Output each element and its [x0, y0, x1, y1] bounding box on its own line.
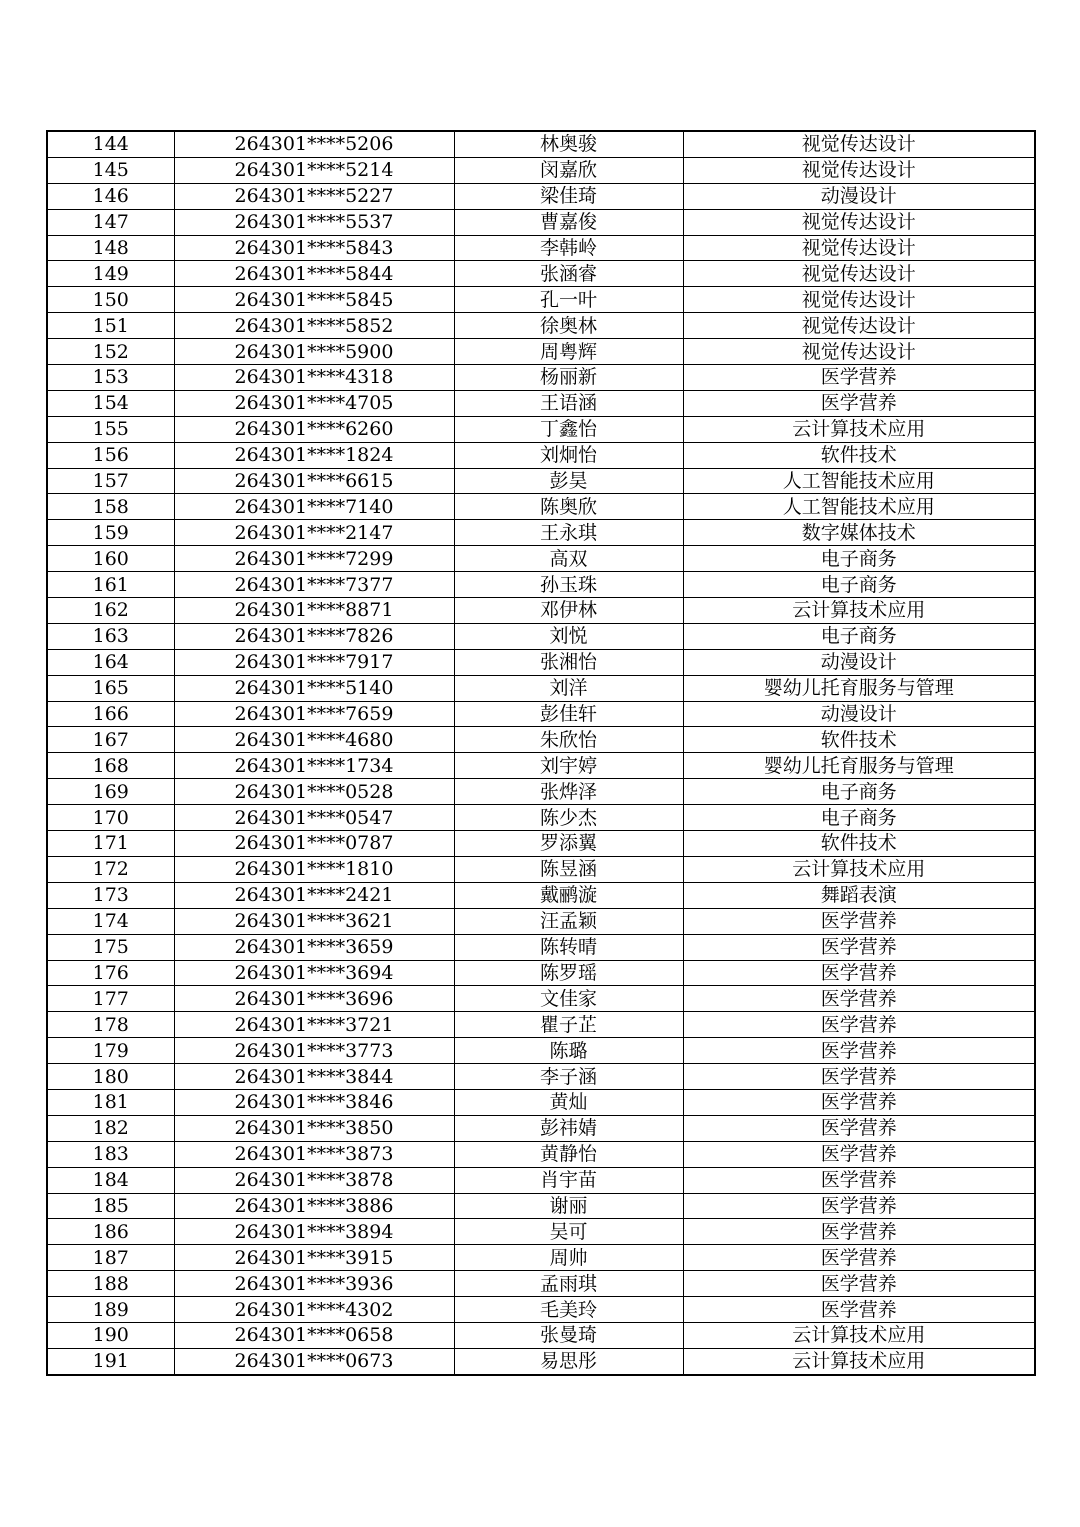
row-number-cell: 163 [47, 623, 174, 649]
student-name-cell: 林奥骏 [454, 131, 683, 157]
student-name-cell: 孙玉珠 [454, 572, 683, 598]
id-number-cell: 264301****3721 [174, 1012, 454, 1038]
major-cell: 医学营养 [683, 986, 1035, 1012]
table-row [47, 649, 1035, 675]
student-name-cell: 彭佳轩 [454, 701, 683, 727]
id-number-cell: 264301****1734 [174, 753, 454, 779]
id-number-cell: 264301****5227 [174, 183, 454, 209]
table-row [47, 908, 1035, 934]
row-number-cell: 171 [47, 831, 174, 857]
row-number-cell: 154 [47, 390, 174, 416]
id-number-cell: 264301****5214 [174, 157, 454, 183]
row-number-cell: 186 [47, 1219, 174, 1245]
table-row [47, 934, 1035, 960]
major-cell: 云计算技术应用 [683, 856, 1035, 882]
table-row [47, 494, 1035, 520]
id-number-cell: 264301****4318 [174, 365, 454, 391]
student-name-cell: 谢丽 [454, 1193, 683, 1219]
table-row [47, 805, 1035, 831]
table-row [47, 1348, 1035, 1374]
roster-table [46, 130, 1036, 1376]
major-cell: 电子商务 [683, 779, 1035, 805]
table-row [47, 1141, 1035, 1167]
id-number-cell: 264301****7659 [174, 701, 454, 727]
id-number-cell: 264301****3694 [174, 960, 454, 986]
student-name-cell: 汪孟颖 [454, 908, 683, 934]
row-number-cell: 172 [47, 856, 174, 882]
table-row [47, 209, 1035, 235]
id-number-cell: 264301****3846 [174, 1089, 454, 1115]
row-number-cell: 177 [47, 986, 174, 1012]
row-number-cell: 145 [47, 157, 174, 183]
table-row [47, 442, 1035, 468]
row-number-cell: 185 [47, 1193, 174, 1219]
student-name-cell: 闵嘉欣 [454, 157, 683, 183]
row-number-cell: 183 [47, 1141, 174, 1167]
id-number-cell: 264301****5852 [174, 313, 454, 339]
id-number-cell: 264301****4680 [174, 727, 454, 753]
row-number-cell: 182 [47, 1115, 174, 1141]
table-row [47, 960, 1035, 986]
student-name-cell: 陈奥欣 [454, 494, 683, 520]
id-number-cell: 264301****6260 [174, 416, 454, 442]
major-cell: 医学营养 [683, 1297, 1035, 1323]
major-cell: 电子商务 [683, 572, 1035, 598]
id-number-cell: 264301****3621 [174, 908, 454, 934]
row-number-cell: 180 [47, 1064, 174, 1090]
table-row [47, 1089, 1035, 1115]
student-name-cell: 周帅 [454, 1245, 683, 1271]
major-cell: 医学营养 [683, 365, 1035, 391]
table-row [47, 779, 1035, 805]
id-number-cell: 264301****3844 [174, 1064, 454, 1090]
student-name-cell: 梁佳琦 [454, 183, 683, 209]
row-number-cell: 173 [47, 882, 174, 908]
student-name-cell: 孔一叶 [454, 287, 683, 313]
table-row [47, 313, 1035, 339]
id-number-cell: 264301****3886 [174, 1193, 454, 1219]
id-number-cell: 264301****3894 [174, 1219, 454, 1245]
student-name-cell: 曹嘉俊 [454, 209, 683, 235]
table-row [47, 1322, 1035, 1348]
table-row [47, 856, 1035, 882]
major-cell: 动漫设计 [683, 649, 1035, 675]
major-cell: 视觉传达设计 [683, 339, 1035, 365]
major-cell: 医学营养 [683, 1167, 1035, 1193]
row-number-cell: 147 [47, 209, 174, 235]
major-cell: 婴幼儿托育服务与管理 [683, 753, 1035, 779]
major-cell: 医学营养 [683, 390, 1035, 416]
table-row [47, 701, 1035, 727]
major-cell: 医学营养 [683, 1193, 1035, 1219]
major-cell: 医学营养 [683, 934, 1035, 960]
table-row [47, 468, 1035, 494]
table-row [47, 753, 1035, 779]
student-name-cell: 张烨泽 [454, 779, 683, 805]
id-number-cell: 264301****6615 [174, 468, 454, 494]
student-name-cell: 文佳家 [454, 986, 683, 1012]
table-row [47, 546, 1035, 572]
id-number-cell: 264301****8871 [174, 598, 454, 624]
student-name-cell: 刘洋 [454, 675, 683, 701]
id-number-cell: 264301****3873 [174, 1141, 454, 1167]
student-name-cell: 丁鑫怡 [454, 416, 683, 442]
student-name-cell: 高双 [454, 546, 683, 572]
student-name-cell: 黄静怡 [454, 1141, 683, 1167]
row-number-cell: 170 [47, 805, 174, 831]
student-name-cell: 吴可 [454, 1219, 683, 1245]
table-row [47, 1271, 1035, 1297]
major-cell: 视觉传达设计 [683, 131, 1035, 157]
table-row [47, 1193, 1035, 1219]
major-cell: 医学营养 [683, 908, 1035, 934]
major-cell: 医学营养 [683, 1271, 1035, 1297]
table-row [47, 416, 1035, 442]
major-cell: 电子商务 [683, 623, 1035, 649]
id-number-cell: 264301****5845 [174, 287, 454, 313]
id-number-cell: 264301****3773 [174, 1038, 454, 1064]
roster-body [47, 131, 1035, 1375]
major-cell: 医学营养 [683, 960, 1035, 986]
student-name-cell: 徐奥林 [454, 313, 683, 339]
row-number-cell: 190 [47, 1322, 174, 1348]
student-name-cell: 李子涵 [454, 1064, 683, 1090]
row-number-cell: 188 [47, 1271, 174, 1297]
major-cell: 云计算技术应用 [683, 598, 1035, 624]
row-number-cell: 167 [47, 727, 174, 753]
id-number-cell: 264301****7826 [174, 623, 454, 649]
student-name-cell: 王语涵 [454, 390, 683, 416]
row-number-cell: 160 [47, 546, 174, 572]
student-name-cell: 彭昊 [454, 468, 683, 494]
student-name-cell: 邓伊林 [454, 598, 683, 624]
id-number-cell: 264301****0658 [174, 1322, 454, 1348]
student-name-cell: 张涵睿 [454, 261, 683, 287]
student-name-cell: 罗添翼 [454, 831, 683, 857]
major-cell: 视觉传达设计 [683, 209, 1035, 235]
id-number-cell: 264301****5844 [174, 261, 454, 287]
major-cell: 数字媒体技术 [683, 520, 1035, 546]
major-cell: 云计算技术应用 [683, 1348, 1035, 1374]
id-number-cell: 264301****3936 [174, 1271, 454, 1297]
id-number-cell: 264301****2147 [174, 520, 454, 546]
table-row [47, 1167, 1035, 1193]
major-cell: 视觉传达设计 [683, 235, 1035, 261]
table-row [47, 572, 1035, 598]
id-number-cell: 264301****5843 [174, 235, 454, 261]
major-cell: 人工智能技术应用 [683, 494, 1035, 520]
table-row [47, 986, 1035, 1012]
student-name-cell: 周粤辉 [454, 339, 683, 365]
student-name-cell: 陈转晴 [454, 934, 683, 960]
row-number-cell: 151 [47, 313, 174, 339]
row-number-cell: 187 [47, 1245, 174, 1271]
id-number-cell: 264301****1824 [174, 442, 454, 468]
student-name-cell: 杨丽新 [454, 365, 683, 391]
major-cell: 动漫设计 [683, 183, 1035, 209]
row-number-cell: 184 [47, 1167, 174, 1193]
id-number-cell: 264301****7140 [174, 494, 454, 520]
student-name-cell: 陈少杰 [454, 805, 683, 831]
table-row [47, 157, 1035, 183]
table-row [47, 1245, 1035, 1271]
id-number-cell: 264301****4302 [174, 1297, 454, 1323]
row-number-cell: 168 [47, 753, 174, 779]
id-number-cell: 264301****5900 [174, 339, 454, 365]
table-row [47, 183, 1035, 209]
id-number-cell: 264301****0787 [174, 831, 454, 857]
id-number-cell: 264301****0547 [174, 805, 454, 831]
student-name-cell: 刘悦 [454, 623, 683, 649]
id-number-cell: 264301****2421 [174, 882, 454, 908]
table-row [47, 235, 1035, 261]
table-row [47, 675, 1035, 701]
major-cell: 云计算技术应用 [683, 416, 1035, 442]
student-name-cell: 肖宇苗 [454, 1167, 683, 1193]
row-number-cell: 169 [47, 779, 174, 805]
major-cell: 人工智能技术应用 [683, 468, 1035, 494]
row-number-cell: 159 [47, 520, 174, 546]
major-cell: 电子商务 [683, 805, 1035, 831]
id-number-cell: 264301****1810 [174, 856, 454, 882]
table-row [47, 1038, 1035, 1064]
table-row [47, 1115, 1035, 1141]
row-number-cell: 191 [47, 1348, 174, 1374]
row-number-cell: 189 [47, 1297, 174, 1323]
student-name-cell: 李韩岭 [454, 235, 683, 261]
student-name-cell: 黄灿 [454, 1089, 683, 1115]
student-name-cell: 朱欣怡 [454, 727, 683, 753]
student-name-cell: 陈罗瑶 [454, 960, 683, 986]
student-name-cell: 毛美玲 [454, 1297, 683, 1323]
table-row [47, 1012, 1035, 1038]
row-number-cell: 155 [47, 416, 174, 442]
row-number-cell: 178 [47, 1012, 174, 1038]
major-cell: 云计算技术应用 [683, 1322, 1035, 1348]
student-name-cell: 陈璐 [454, 1038, 683, 1064]
row-number-cell: 157 [47, 468, 174, 494]
id-number-cell: 264301****0528 [174, 779, 454, 805]
id-number-cell: 264301****0673 [174, 1348, 454, 1374]
row-number-cell: 158 [47, 494, 174, 520]
major-cell: 舞蹈表演 [683, 882, 1035, 908]
row-number-cell: 162 [47, 598, 174, 624]
major-cell: 视觉传达设计 [683, 261, 1035, 287]
student-name-cell: 刘炯怡 [454, 442, 683, 468]
major-cell: 医学营养 [683, 1064, 1035, 1090]
row-number-cell: 152 [47, 339, 174, 365]
major-cell: 软件技术 [683, 727, 1035, 753]
row-number-cell: 179 [47, 1038, 174, 1064]
row-number-cell: 150 [47, 287, 174, 313]
student-name-cell: 易思彤 [454, 1348, 683, 1374]
table-row [47, 598, 1035, 624]
major-cell: 电子商务 [683, 546, 1035, 572]
row-number-cell: 153 [47, 365, 174, 391]
id-number-cell: 264301****3850 [174, 1115, 454, 1141]
table-row [47, 520, 1035, 546]
id-number-cell: 264301****3878 [174, 1167, 454, 1193]
table-row [47, 1064, 1035, 1090]
row-number-cell: 149 [47, 261, 174, 287]
table-row [47, 339, 1035, 365]
table-row [47, 261, 1035, 287]
id-number-cell: 264301****5206 [174, 131, 454, 157]
id-number-cell: 264301****7377 [174, 572, 454, 598]
major-cell: 软件技术 [683, 831, 1035, 857]
student-name-cell: 王永琪 [454, 520, 683, 546]
table-row [47, 727, 1035, 753]
row-number-cell: 165 [47, 675, 174, 701]
table-row [47, 882, 1035, 908]
student-name-cell: 张曼琦 [454, 1322, 683, 1348]
major-cell: 医学营养 [683, 1038, 1035, 1064]
row-number-cell: 175 [47, 934, 174, 960]
table-row [47, 623, 1035, 649]
id-number-cell: 264301****7299 [174, 546, 454, 572]
major-cell: 婴幼儿托育服务与管理 [683, 675, 1035, 701]
id-number-cell: 264301****5537 [174, 209, 454, 235]
major-cell: 医学营养 [683, 1012, 1035, 1038]
major-cell: 医学营养 [683, 1115, 1035, 1141]
major-cell: 视觉传达设计 [683, 313, 1035, 339]
row-number-cell: 164 [47, 649, 174, 675]
id-number-cell: 264301****3915 [174, 1245, 454, 1271]
major-cell: 软件技术 [683, 442, 1035, 468]
table-row [47, 831, 1035, 857]
student-name-cell: 张湘怡 [454, 649, 683, 675]
id-number-cell: 264301****4705 [174, 390, 454, 416]
id-number-cell: 264301****7917 [174, 649, 454, 675]
major-cell: 动漫设计 [683, 701, 1035, 727]
table-row [47, 287, 1035, 313]
row-number-cell: 181 [47, 1089, 174, 1115]
table-row [47, 1219, 1035, 1245]
row-number-cell: 148 [47, 235, 174, 261]
row-number-cell: 156 [47, 442, 174, 468]
row-number-cell: 174 [47, 908, 174, 934]
major-cell: 医学营养 [683, 1141, 1035, 1167]
student-name-cell: 瞿子芷 [454, 1012, 683, 1038]
row-number-cell: 166 [47, 701, 174, 727]
id-number-cell: 264301****5140 [174, 675, 454, 701]
table-row [47, 390, 1035, 416]
table-row [47, 131, 1035, 157]
table-row [47, 365, 1035, 391]
student-name-cell: 戴鹂漩 [454, 882, 683, 908]
major-cell: 视觉传达设计 [683, 157, 1035, 183]
major-cell: 视觉传达设计 [683, 287, 1035, 313]
table-row [47, 1297, 1035, 1323]
id-number-cell: 264301****3659 [174, 934, 454, 960]
row-number-cell: 144 [47, 131, 174, 157]
student-name-cell: 陈昱涵 [454, 856, 683, 882]
student-name-cell: 孟雨琪 [454, 1271, 683, 1297]
row-number-cell: 161 [47, 572, 174, 598]
major-cell: 医学营养 [683, 1089, 1035, 1115]
major-cell: 医学营养 [683, 1245, 1035, 1271]
major-cell: 医学营养 [683, 1219, 1035, 1245]
student-name-cell: 刘宇婷 [454, 753, 683, 779]
row-number-cell: 176 [47, 960, 174, 986]
id-number-cell: 264301****3696 [174, 986, 454, 1012]
student-name-cell: 彭祎婧 [454, 1115, 683, 1141]
row-number-cell: 146 [47, 183, 174, 209]
